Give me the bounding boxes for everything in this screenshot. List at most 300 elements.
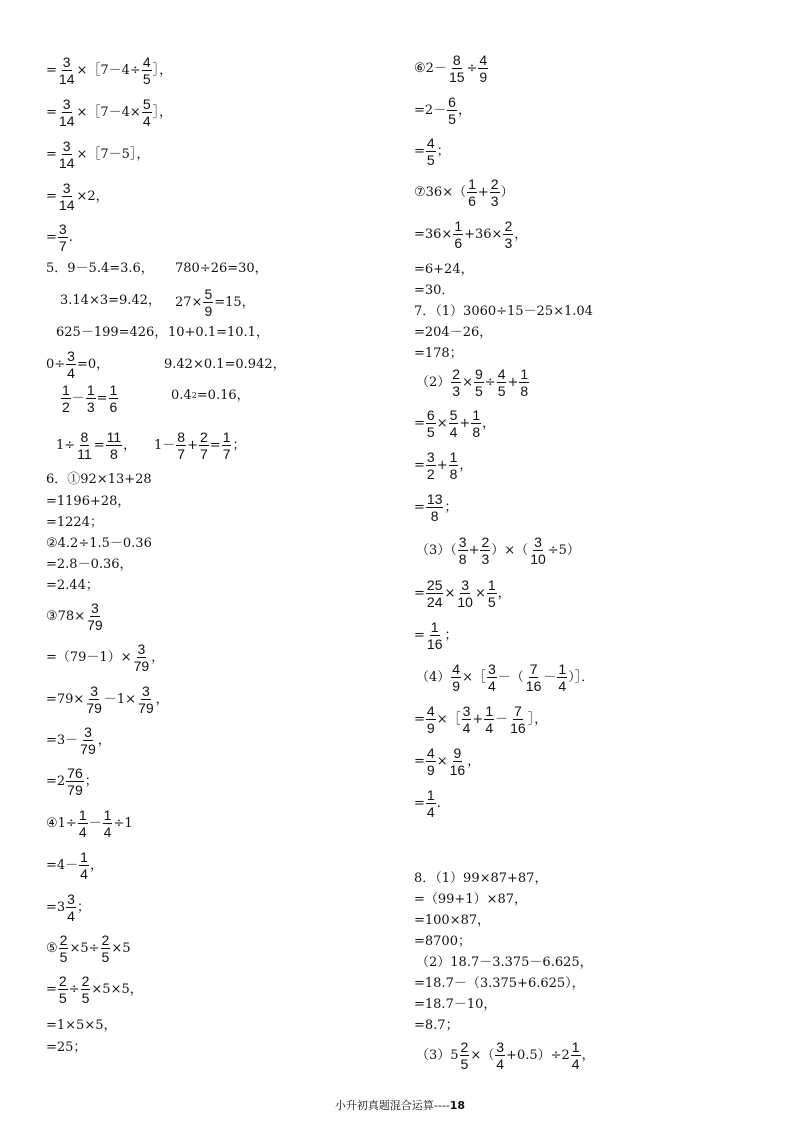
math-line bbox=[46, 349, 109, 380]
text: 1－ bbox=[154, 438, 176, 453]
text: 1÷ bbox=[56, 438, 76, 453]
denominator: 4 bbox=[426, 804, 435, 820]
math-line bbox=[46, 222, 73, 253]
numerator: 1 bbox=[487, 577, 496, 593]
text: + bbox=[507, 375, 519, 390]
denominator: 4 bbox=[78, 824, 87, 840]
numerator: 3 bbox=[496, 1039, 505, 1055]
text: －1× bbox=[103, 692, 137, 707]
math-line bbox=[171, 389, 250, 402]
text: ×［ bbox=[462, 670, 486, 685]
fraction bbox=[103, 808, 113, 839]
text: ］， bbox=[152, 63, 173, 78]
text: ）×（ bbox=[491, 543, 529, 558]
denominator: 79 bbox=[138, 700, 154, 716]
math-line bbox=[46, 139, 149, 170]
fraction bbox=[480, 535, 490, 566]
fraction bbox=[519, 367, 529, 398]
math-line: =1224； bbox=[46, 515, 103, 530]
numerator: 1 bbox=[472, 407, 481, 423]
denominator: 6 bbox=[454, 235, 463, 251]
denominator: 5 bbox=[460, 1056, 469, 1072]
math-line bbox=[414, 620, 458, 651]
fraction bbox=[426, 578, 444, 609]
fraction bbox=[58, 181, 76, 212]
text: +0.5）÷2 bbox=[506, 1048, 570, 1063]
math-line: =204－26， bbox=[414, 325, 493, 340]
text: － bbox=[71, 391, 85, 406]
text: × bbox=[436, 754, 448, 769]
numerator: 4 bbox=[452, 661, 461, 677]
text: ， bbox=[514, 227, 528, 242]
math-line bbox=[46, 850, 103, 881]
text: . bbox=[68, 230, 73, 245]
text: = bbox=[46, 147, 57, 162]
fraction bbox=[58, 139, 76, 170]
numerator: 2 bbox=[490, 176, 499, 192]
fraction bbox=[58, 222, 68, 253]
text: =2 bbox=[46, 774, 66, 789]
fraction bbox=[474, 367, 484, 398]
denominator: 79 bbox=[67, 782, 83, 798]
math-line bbox=[414, 746, 480, 777]
text: + bbox=[436, 458, 448, 473]
text: ； bbox=[436, 144, 450, 159]
math-line bbox=[414, 450, 472, 481]
math-line: =8.7； bbox=[414, 1018, 459, 1033]
denominator: 5 bbox=[497, 383, 506, 399]
text: ； bbox=[444, 628, 458, 643]
fraction bbox=[142, 55, 152, 86]
text: ×5 bbox=[111, 941, 131, 956]
math-line bbox=[414, 95, 471, 126]
numerator: 3 bbox=[487, 661, 496, 677]
denominator: 3 bbox=[504, 235, 513, 251]
text: =3 bbox=[46, 900, 66, 915]
fraction bbox=[426, 408, 436, 439]
fraction bbox=[222, 430, 232, 461]
denominator: 7 bbox=[199, 446, 208, 462]
numerator: 1 bbox=[520, 366, 529, 382]
numerator: 3 bbox=[62, 180, 71, 196]
math-line: =1×5×5， bbox=[46, 1018, 117, 1033]
denominator: 4 bbox=[571, 1056, 580, 1072]
text: ⑦36×（ bbox=[414, 185, 467, 200]
denominator: 9 bbox=[204, 303, 213, 319]
text: 27× bbox=[175, 295, 203, 310]
denominator: 6 bbox=[468, 193, 476, 209]
fraction bbox=[176, 430, 186, 461]
denominator: 3 bbox=[86, 399, 95, 415]
numerator: 4 bbox=[426, 745, 435, 761]
numerator: 3 bbox=[62, 96, 71, 112]
numerator: 1 bbox=[449, 449, 458, 465]
numerator: 3 bbox=[458, 534, 467, 550]
text: =0.16， bbox=[196, 388, 250, 403]
text: ， bbox=[459, 458, 473, 473]
text: = bbox=[414, 144, 425, 159]
text: = bbox=[414, 796, 425, 811]
text: ） bbox=[500, 185, 514, 200]
text: = bbox=[96, 391, 108, 406]
math-line bbox=[414, 136, 450, 167]
text: × bbox=[474, 586, 486, 601]
numerator: 2 bbox=[481, 534, 490, 550]
text: － bbox=[495, 712, 509, 727]
text: = bbox=[414, 754, 425, 769]
numerator: 5 bbox=[449, 407, 458, 423]
denominator: 79 bbox=[87, 617, 103, 633]
fraction bbox=[451, 367, 461, 398]
numerator: 4 bbox=[479, 52, 488, 68]
numerator: 3 bbox=[58, 221, 67, 237]
numerator: 6 bbox=[448, 94, 456, 110]
numerator: 8 bbox=[80, 429, 89, 445]
denominator: 2 bbox=[62, 399, 70, 415]
math-line: 10+0.1=10.1， bbox=[168, 325, 269, 340]
numerator: 2 bbox=[81, 973, 90, 989]
math-line: =100×87， bbox=[414, 913, 491, 928]
text: = bbox=[46, 230, 57, 245]
denominator: 11 bbox=[77, 446, 92, 462]
page-number: 18 bbox=[449, 1099, 466, 1112]
numerator: 8 bbox=[452, 52, 461, 68]
denominator: 9 bbox=[479, 69, 488, 85]
numerator: 13 bbox=[426, 491, 443, 507]
denominator: 16 bbox=[525, 678, 542, 694]
text: ÷ bbox=[484, 375, 496, 390]
denominator: 16 bbox=[426, 636, 443, 652]
math-line: ②4.2÷1.5－0.36 bbox=[46, 536, 152, 551]
text: . bbox=[436, 796, 441, 811]
numerator: 2 bbox=[504, 218, 513, 234]
denominator: 5 bbox=[487, 594, 496, 610]
math-line: =1196+28， bbox=[46, 494, 131, 509]
text: ×（ bbox=[470, 1048, 495, 1063]
text: = bbox=[46, 189, 57, 204]
math-line: =6+24， bbox=[414, 262, 474, 277]
text: + bbox=[472, 712, 484, 727]
numerator: 2 bbox=[199, 429, 208, 445]
denominator: 7 bbox=[222, 446, 231, 462]
math-line: =（99+1）×87， bbox=[414, 892, 528, 907]
text: + bbox=[187, 438, 198, 453]
footer-title: 小升初真题混合运算---- bbox=[334, 1099, 450, 1112]
numerator: 1 bbox=[571, 1039, 580, 1055]
numerator: 3 bbox=[426, 449, 435, 465]
denominator: 8 bbox=[520, 383, 529, 399]
text: =15， bbox=[214, 295, 255, 310]
fraction bbox=[106, 430, 123, 461]
numerator: 2 bbox=[460, 1039, 469, 1055]
fraction bbox=[66, 349, 76, 380]
math-line bbox=[46, 181, 109, 212]
fraction bbox=[81, 974, 91, 1005]
text: + bbox=[477, 185, 489, 200]
text: ， bbox=[123, 438, 137, 453]
numerator: 1 bbox=[485, 703, 494, 719]
numerator: 25 bbox=[426, 577, 443, 593]
denominator: 7 bbox=[58, 238, 67, 254]
denominator: 3 bbox=[481, 551, 490, 567]
text: 0.4 bbox=[171, 388, 192, 403]
denominator: 5 bbox=[81, 990, 90, 1006]
text: =3－ bbox=[46, 733, 79, 748]
page-footer bbox=[0, 1097, 800, 1113]
numerator: 1 bbox=[86, 382, 95, 398]
numerator: 1 bbox=[62, 382, 70, 398]
fraction bbox=[203, 287, 213, 318]
fraction bbox=[571, 1040, 581, 1071]
numerator: 3 bbox=[90, 683, 99, 699]
math-line bbox=[414, 219, 527, 250]
denominator: 4 bbox=[142, 113, 151, 129]
fraction bbox=[449, 450, 459, 481]
text: × bbox=[462, 375, 473, 390]
numerator: 1 bbox=[426, 787, 435, 803]
fraction bbox=[458, 535, 468, 566]
text: （3）5 bbox=[416, 1048, 459, 1063]
text: = bbox=[414, 712, 425, 727]
math-line bbox=[414, 492, 458, 523]
numerator: 1 bbox=[103, 807, 112, 823]
math-line bbox=[46, 974, 143, 1005]
fraction bbox=[86, 601, 104, 632]
text: = bbox=[414, 416, 425, 431]
numerator: 2 bbox=[101, 932, 110, 948]
math-line: 7．（1）3060÷15－25×1.04 bbox=[414, 304, 593, 319]
fraction bbox=[503, 219, 513, 250]
fraction bbox=[426, 450, 436, 481]
fraction bbox=[490, 177, 500, 208]
numerator: 1 bbox=[78, 807, 87, 823]
denominator: 4 bbox=[80, 866, 88, 882]
fraction bbox=[525, 662, 543, 693]
math-line bbox=[56, 430, 136, 461]
text: ； bbox=[84, 774, 98, 789]
math-line bbox=[46, 684, 169, 715]
denominator: 10 bbox=[530, 551, 546, 567]
fraction bbox=[142, 97, 152, 128]
denominator: 4 bbox=[558, 678, 567, 694]
math-line bbox=[46, 892, 90, 923]
fraction bbox=[426, 788, 436, 819]
fraction bbox=[58, 974, 68, 1005]
numerator: 3 bbox=[137, 641, 146, 657]
text: ×5×5， bbox=[91, 982, 143, 997]
text: ， bbox=[482, 416, 496, 431]
text: （3）（ bbox=[416, 543, 457, 558]
denominator: 8 bbox=[430, 508, 439, 524]
numerator: 2 bbox=[452, 366, 461, 382]
numerator: 4 bbox=[426, 703, 435, 719]
denominator: 5 bbox=[58, 990, 67, 1006]
fraction bbox=[426, 746, 436, 777]
fraction bbox=[448, 53, 466, 84]
denominator: 5 bbox=[142, 71, 151, 87]
numerator: 3 bbox=[461, 577, 470, 593]
math-line: =18.7－10， bbox=[414, 997, 497, 1012]
fraction bbox=[447, 95, 457, 126]
superscript: 2 bbox=[191, 390, 197, 400]
text: = bbox=[209, 438, 221, 453]
text: ÷1 bbox=[113, 816, 133, 831]
denominator: 8 bbox=[458, 551, 467, 567]
text: × bbox=[436, 416, 448, 431]
text: －（ bbox=[497, 670, 524, 685]
fraction bbox=[467, 177, 477, 208]
numerator: 3 bbox=[84, 724, 92, 740]
fraction bbox=[557, 662, 567, 693]
text: ×［7－5］， bbox=[76, 147, 150, 162]
fraction bbox=[426, 492, 444, 523]
denominator: 4 bbox=[67, 908, 75, 924]
denominator: 9 bbox=[452, 678, 461, 694]
denominator: 14 bbox=[58, 71, 75, 87]
math-line: 5．9－5.4=3.6， bbox=[46, 261, 154, 276]
fraction bbox=[529, 535, 547, 566]
fraction bbox=[484, 704, 494, 735]
denominator: 3 bbox=[452, 383, 461, 399]
denominator: 5 bbox=[101, 949, 110, 965]
text: ⑤ bbox=[46, 941, 58, 956]
fraction bbox=[426, 620, 444, 651]
denominator: 79 bbox=[80, 741, 96, 757]
text: ×［7－4÷ bbox=[76, 63, 141, 78]
text: + bbox=[468, 543, 480, 558]
text: ， bbox=[89, 858, 103, 873]
denominator: 8 bbox=[110, 446, 118, 462]
text: ÷ bbox=[68, 982, 80, 997]
math-line bbox=[414, 53, 489, 84]
fraction bbox=[61, 383, 71, 414]
numerator: 5 bbox=[204, 286, 213, 302]
math-line bbox=[416, 662, 594, 693]
math-line: =2.44； bbox=[46, 578, 99, 593]
numerator: 2 bbox=[58, 973, 67, 989]
text: =36× bbox=[414, 227, 453, 242]
denominator: 16 bbox=[510, 720, 526, 736]
text: ， bbox=[97, 733, 111, 748]
numerator: 1 bbox=[454, 218, 463, 234]
text: = bbox=[414, 628, 425, 643]
fraction bbox=[426, 704, 436, 735]
numerator: 3 bbox=[534, 534, 542, 550]
math-line: =18.7－（3.375+6.625）， bbox=[414, 976, 585, 991]
fraction bbox=[79, 850, 89, 881]
text: ； bbox=[232, 438, 246, 453]
fraction bbox=[471, 408, 481, 439]
math-line: 9.42×0.1=0.942， bbox=[164, 357, 286, 372]
denominator: 4 bbox=[449, 424, 458, 440]
text: =（79－1）× bbox=[46, 650, 132, 665]
fraction bbox=[453, 219, 463, 250]
numerator: 1 bbox=[430, 619, 439, 635]
fraction bbox=[509, 704, 527, 735]
math-line bbox=[46, 97, 172, 128]
denominator: 14 bbox=[58, 155, 75, 171]
fraction bbox=[86, 383, 96, 414]
fraction bbox=[137, 684, 155, 715]
denominator: 14 bbox=[58, 197, 75, 213]
denominator: 3 bbox=[490, 193, 499, 209]
denominator: 2 bbox=[426, 466, 435, 482]
text: － bbox=[88, 816, 102, 831]
denominator: 6 bbox=[109, 399, 118, 415]
fraction bbox=[58, 97, 76, 128]
text: （4） bbox=[416, 670, 451, 685]
math-line bbox=[46, 601, 105, 632]
fraction bbox=[462, 704, 472, 735]
math-line bbox=[414, 578, 511, 609]
numerator: 6 bbox=[426, 407, 435, 423]
text: ， bbox=[497, 586, 511, 601]
math-line: 625－199=426， bbox=[56, 325, 168, 340]
denominator: 9 bbox=[426, 762, 435, 778]
denominator: 9 bbox=[426, 720, 435, 736]
text: =2－ bbox=[414, 103, 447, 118]
fraction bbox=[449, 746, 467, 777]
fraction bbox=[495, 1040, 505, 1071]
denominator: 4 bbox=[462, 720, 471, 736]
math-line bbox=[46, 725, 111, 756]
math-line: =25； bbox=[46, 1040, 87, 1055]
fraction bbox=[460, 1040, 470, 1071]
denominator: 79 bbox=[86, 700, 102, 716]
denominator: 15 bbox=[448, 69, 465, 85]
math-line bbox=[46, 933, 130, 964]
math-line: =30． bbox=[414, 283, 455, 298]
numerator: 1 bbox=[558, 661, 567, 677]
math-line bbox=[414, 788, 441, 819]
denominator: 79 bbox=[133, 658, 150, 674]
math-line: =178； bbox=[414, 346, 463, 361]
numerator: 3 bbox=[62, 138, 71, 154]
text: ×5÷ bbox=[69, 941, 100, 956]
fraction bbox=[66, 892, 76, 923]
math-line: 6．①92×13+28 bbox=[46, 472, 152, 487]
fraction bbox=[79, 725, 97, 756]
math-line bbox=[416, 535, 580, 566]
fraction bbox=[487, 662, 497, 693]
fraction bbox=[58, 55, 76, 86]
fraction bbox=[59, 933, 69, 964]
denominator: 10 bbox=[457, 594, 473, 610]
text: ×2， bbox=[76, 189, 109, 204]
denominator: 5 bbox=[474, 383, 483, 399]
fraction bbox=[199, 430, 209, 461]
fraction bbox=[478, 53, 488, 84]
denominator: 8 bbox=[449, 466, 458, 482]
text: ］， bbox=[527, 712, 548, 727]
fraction bbox=[78, 808, 88, 839]
numerator: 3 bbox=[90, 600, 99, 616]
math-line bbox=[46, 766, 98, 797]
numerator: 9 bbox=[474, 366, 483, 382]
denominator: 24 bbox=[426, 594, 443, 610]
text: ； bbox=[444, 500, 458, 515]
numerator: 4 bbox=[497, 366, 506, 382]
text: ， bbox=[155, 692, 169, 707]
fraction bbox=[109, 383, 119, 414]
denominator: 8 bbox=[472, 424, 481, 440]
fraction bbox=[101, 933, 111, 964]
fraction bbox=[487, 578, 497, 609]
fraction bbox=[426, 136, 436, 167]
fraction bbox=[133, 642, 151, 673]
numerator: 3 bbox=[141, 683, 150, 699]
denominator: 7 bbox=[177, 446, 186, 462]
